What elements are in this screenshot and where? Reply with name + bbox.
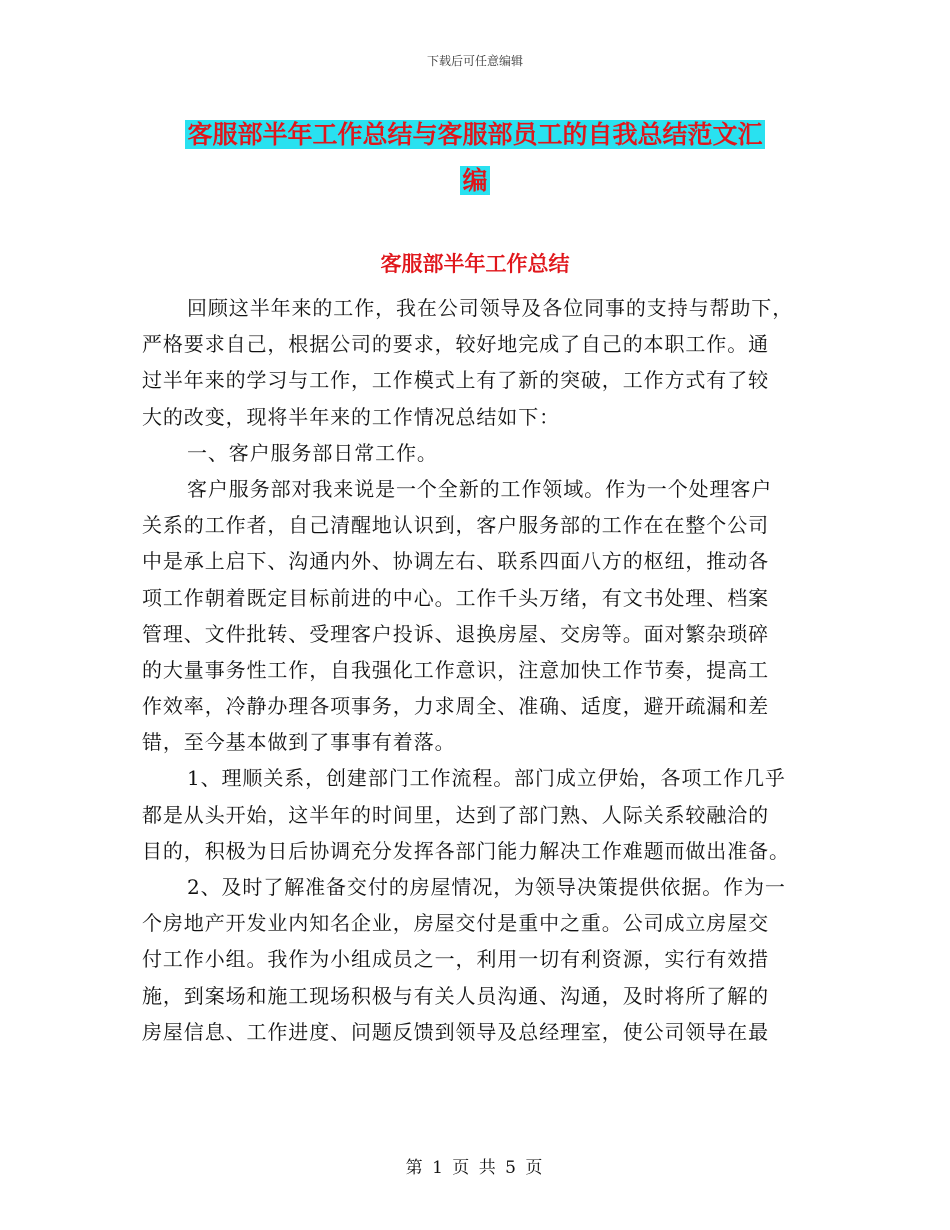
text-line: 2、及时了解准备交付的房屋情况，为领导决策提供依据。作为一 — [187, 875, 786, 899]
paragraph-heading — [142, 435, 808, 471]
text-line: 付工作小组。我作为小组成员之一，利用一切有利资源，实行有效措 — [142, 947, 769, 972]
text-line: 的大量事务性工作，自我强化工作意识，注意加快工作节奏，提高工 — [142, 657, 769, 682]
document-body — [142, 290, 808, 1050]
text-line: 关系的工作者，自己清醒地认识到，客户服务部的工作在在整个公司 — [142, 513, 769, 538]
text-line: 房屋信息、工作进度、问题反馈到领导及总经理室，使公司领导在最 — [142, 1019, 769, 1044]
paragraph — [142, 760, 808, 869]
text-line: 严格要求自己，根据公司的要求，较好地完成了自己的本职工作。通 — [142, 332, 769, 357]
page-header: 下载后可任意编辑 — [426, 54, 523, 68]
text-line: 错，至今基本做到了事事有着落。 — [142, 730, 456, 755]
section-title: 客服部半年工作总结 — [380, 252, 570, 276]
text-line: 个房地产开发业内知名企业，房屋交付是重中之重。公司成立房屋交 — [142, 911, 769, 936]
text-line: 大的改变，现将半年来的工作情况总结如下： — [142, 404, 560, 429]
text-line: 作效率，冷静办理各项事务，力求周全、准确、适度，避开疏漏和差 — [142, 694, 769, 719]
text-line: 客户服务部对我来说是一个全新的工作领域。作为一个处理客户 — [187, 476, 773, 501]
paragraph — [142, 471, 808, 761]
document-title — [140, 112, 810, 204]
text-line: 施，到案场和施工现场积极与有关人员沟通、沟通，及时将所了解的 — [142, 983, 769, 1008]
page-footer: 第 1 页 共 5 页 — [405, 1158, 545, 1178]
text-line: 中是承上启下、沟通内外、协调左右、联系四面八方的枢纽，推动各 — [142, 549, 769, 574]
document-title-line1: 客服部半年工作总结与客服部员工的自我总结范文汇 — [187, 120, 763, 149]
text-line: 管理、文件批转、受理客户投诉、退换房屋、交房等。面对繁杂琐碎 — [142, 621, 769, 646]
text-line: 1、理顺关系，创建部门工作流程。部门成立伊始，各项工作几乎 — [187, 766, 786, 791]
paragraph — [142, 290, 808, 435]
text-line: 项工作朝着既定目标前进的中心。工作千头万绪，有文书处理、档案 — [142, 585, 769, 610]
text-line: 回顾这半年来的工作，我在公司领导及各位同事的支持与帮助下， — [187, 296, 794, 320]
paragraph — [142, 869, 808, 1050]
text-line: 目的，积极为日后协调充分发挥各部门能力解决工作难题而做出准备。 — [142, 838, 790, 863]
text-line: 一、客户服务部日常工作。 — [187, 440, 438, 465]
text-line: 过半年来的学习与工作，工作模式上有了新的突破，工作方式有了较 — [142, 368, 769, 393]
document-title-line2: 编 — [462, 166, 488, 195]
text-line: 都是从头开始，这半年的时间里，达到了部门熟、人际关系较融洽的 — [142, 802, 769, 827]
